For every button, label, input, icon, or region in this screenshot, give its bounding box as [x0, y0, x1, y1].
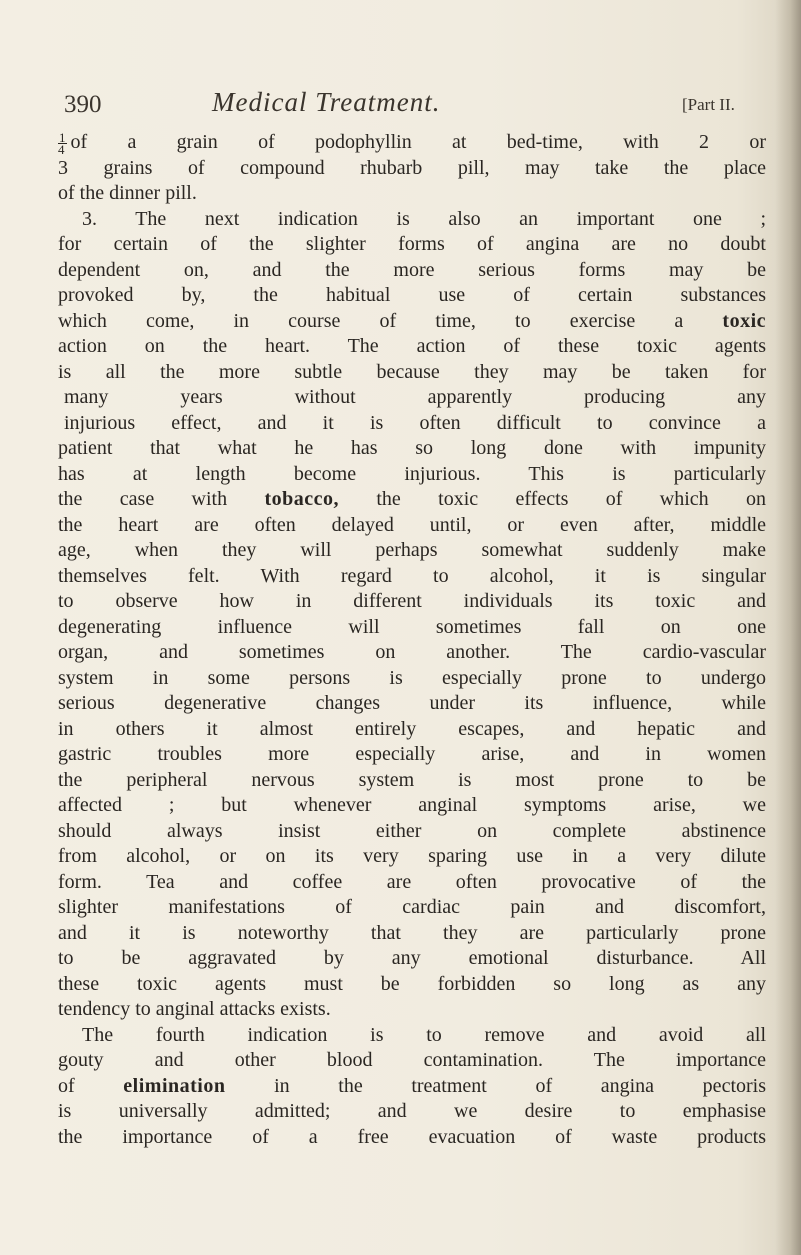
text-line: provoked by, the habitual use of certain substances	[58, 284, 766, 306]
part-label: [Part II.	[682, 95, 735, 114]
text-line: slighter manifestations of cardiac pain and discomfort,	[58, 896, 766, 918]
text-line: dependent on, and the more serious forms may be	[58, 258, 766, 281]
text-line: degenerating influence will sometimes fall on one	[58, 615, 766, 638]
text-line: the peripheral nervous system is most prone to be	[58, 768, 766, 791]
text-line: affected ; but whenever anginal symptoms arise, we	[58, 794, 766, 816]
fraction-one-quarter: $\frac{1}{4}$	[58, 129, 66, 157]
text-line: action on the heart. The action of these toxic agents	[58, 335, 766, 357]
text-line: is all the more subtle because they may be taken for	[58, 360, 766, 383]
text-line: 3 grains of compound rhubarb pill, may take the place	[58, 156, 766, 179]
text-line: is universally admitted; and we desire to emphasise	[58, 1100, 766, 1122]
text-line: gastric troubles more especially arise, and in women	[58, 743, 766, 765]
text-line: The fourth indication is to remove and avoid all	[82, 1023, 766, 1046]
text-line: themselves felt. With regard to alcohol, it is singular	[58, 564, 766, 587]
emphasis-toxic: toxic	[722, 309, 767, 332]
body-text	[58, 130, 766, 1150]
text-line: patient that what he has so long done with impunity	[58, 437, 766, 459]
text-line: in others it almost entirely escapes, and hepatic and	[58, 717, 766, 740]
text-line: $\frac{1}{4}$ of a grain of podophyllin at bed-time, with 2 or	[58, 129, 766, 157]
page-edge-shadow	[775, 0, 801, 1255]
text-line: which come, in course of time, to exercise a toxic	[58, 309, 767, 332]
text-line: gouty and other blood contamination. The importance	[58, 1049, 766, 1071]
text-line: serious degenerative changes under its influence, while	[58, 692, 766, 714]
page-number: 390	[64, 91, 102, 118]
text-line: of elimination in the treatment of angina pectoris	[58, 1074, 766, 1097]
text-line: organ, and sometimes on another. The cardio-vascular	[58, 641, 766, 663]
text-line: to observe how in different individuals its toxic and	[58, 590, 766, 612]
text-line: many years without apparently producing any	[64, 386, 766, 408]
page-header	[64, 87, 764, 127]
text-line: has at length become injurious. This is particularly	[58, 462, 766, 485]
text-line: of the dinner pill.	[58, 182, 197, 204]
text-line: these toxic agents must be forbidden so long as any	[58, 972, 766, 995]
text-line: system in some persons is especially prone to undergo	[58, 666, 766, 689]
text-line: for certain of the slighter forms of angina are no doubt	[58, 233, 766, 255]
text-line: age, when they will perhaps somewhat suddenly make	[58, 539, 766, 561]
text-line: injurious effect, and it is often difficult to convince a	[64, 411, 766, 434]
text-line: tendency to anginal attacks exists.	[58, 998, 331, 1020]
emphasis-tobacco: tobacco,	[264, 488, 340, 510]
text-line: to be aggravated by any emotional disturbance. All	[58, 947, 766, 969]
emphasis-elimination: elimination	[123, 1074, 226, 1097]
text-line: the importance of a free evacuation of waste products	[58, 1125, 766, 1148]
running-title: Medical Treatment.	[212, 87, 441, 117]
text-line: the case with tobacco, the toxic effects of which on	[58, 488, 767, 510]
text-line: and it is noteworthy that they are particularly prone	[58, 921, 766, 944]
text-line: 3. The next indication is also an important one ;	[82, 207, 766, 230]
text-line: the heart are often delayed until, or even after, middle	[58, 513, 766, 536]
text-line: should always insist either on complete abstinence	[58, 819, 766, 842]
text-line: form. Tea and coffee are often provocative of the	[58, 870, 766, 893]
text-line: from alcohol, or on its very sparing use in a very dilute	[58, 845, 766, 867]
